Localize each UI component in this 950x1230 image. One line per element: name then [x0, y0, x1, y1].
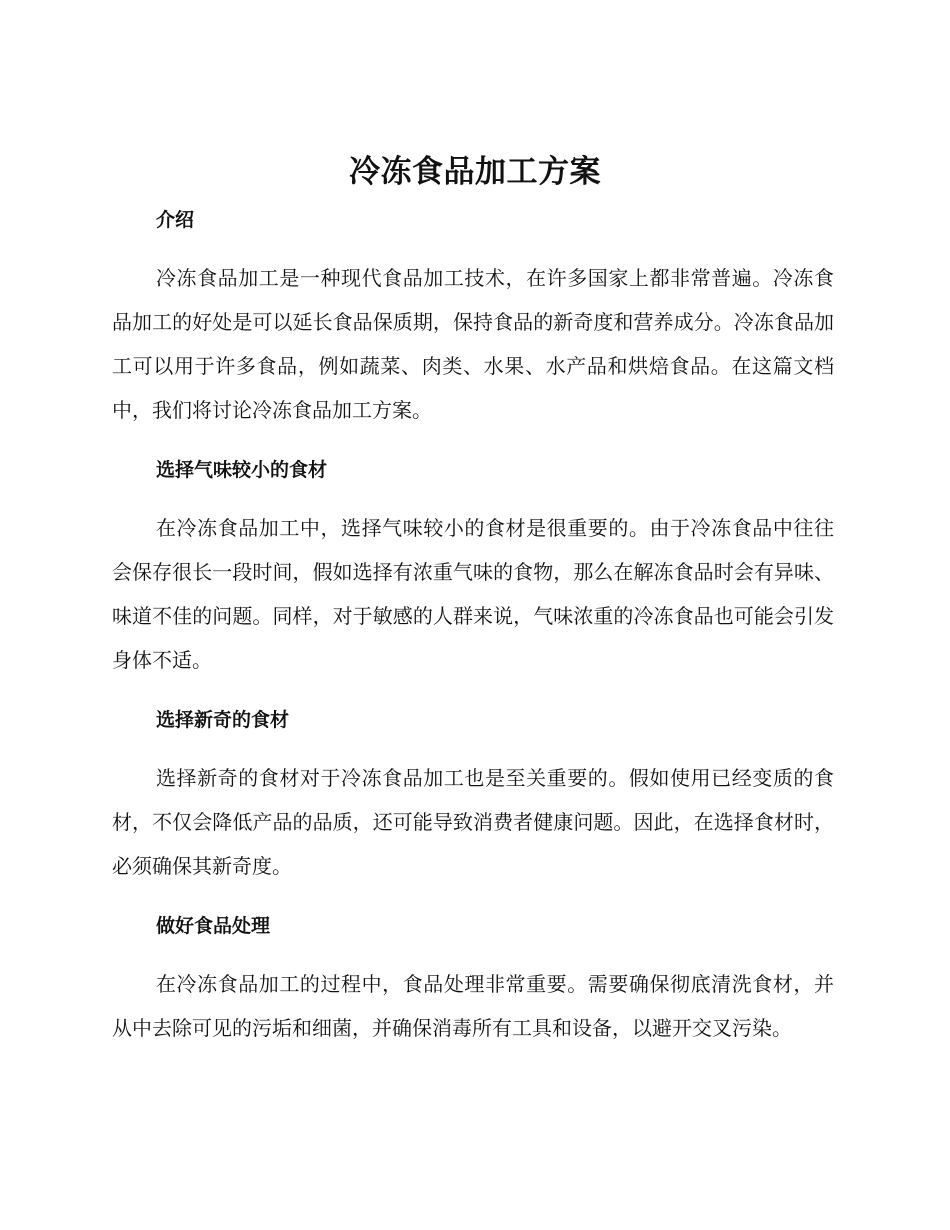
section-heading-fresh-ingredients: 选择新奇的食材 [156, 709, 290, 731]
section-heading-food-handling: 做好食品处理 [156, 915, 271, 937]
section-heading-intro: 介绍 [156, 209, 195, 231]
section-paragraph-food-handling: 在冷冻食品加工的过程中，食品处理非常重要。需要确保彻底清洗食材，并从中去除可见的污垢和细菌，并确保消毒所有工具和设备，以避开交叉污染。 [112, 972, 834, 1040]
section-paragraph-low-odor-ingredients: 在冷冻食品加工中，选择气味较小的食材是很重要的。由于冷冻食品中往往会保存很长一段时间，假如选择有浓重气味的食物，那么在解冻食品时会有异味、味道不佳的问题。同样，对于敏感的人群来说，气味浓重的冷冻食品也可能会引发身体不适。 [112, 516, 834, 672]
section-paragraph-intro: 冷冻食品加工是一种现代食品加工技术，在许多国家上都非常普遍。冷冻食品加工的好处是可以延长食品保质期，保持食品的新奇度和营养成分。冷冻食品加工可以用于许多食品，例如蔬菜、肉类、水果、水产品和烘焙食品。在这篇文档中，我们将讨论冷冻食品加工方案。 [112, 266, 834, 422]
section-paragraph-fresh-ingredients: 选择新奇的食材对于冷冻食品加工也是至关重要的。假如使用已经变质的食材，不仅会降低产品的品质，还可能导致消费者健康问题。因此，在选择食材时，必须确保其新奇度。 [112, 766, 834, 878]
section-heading-low-odor-ingredients: 选择气味较小的食材 [156, 459, 328, 481]
document-body [112, 201, 834, 1050]
document-title: 冷冻食品加工方案 [349, 154, 601, 190]
